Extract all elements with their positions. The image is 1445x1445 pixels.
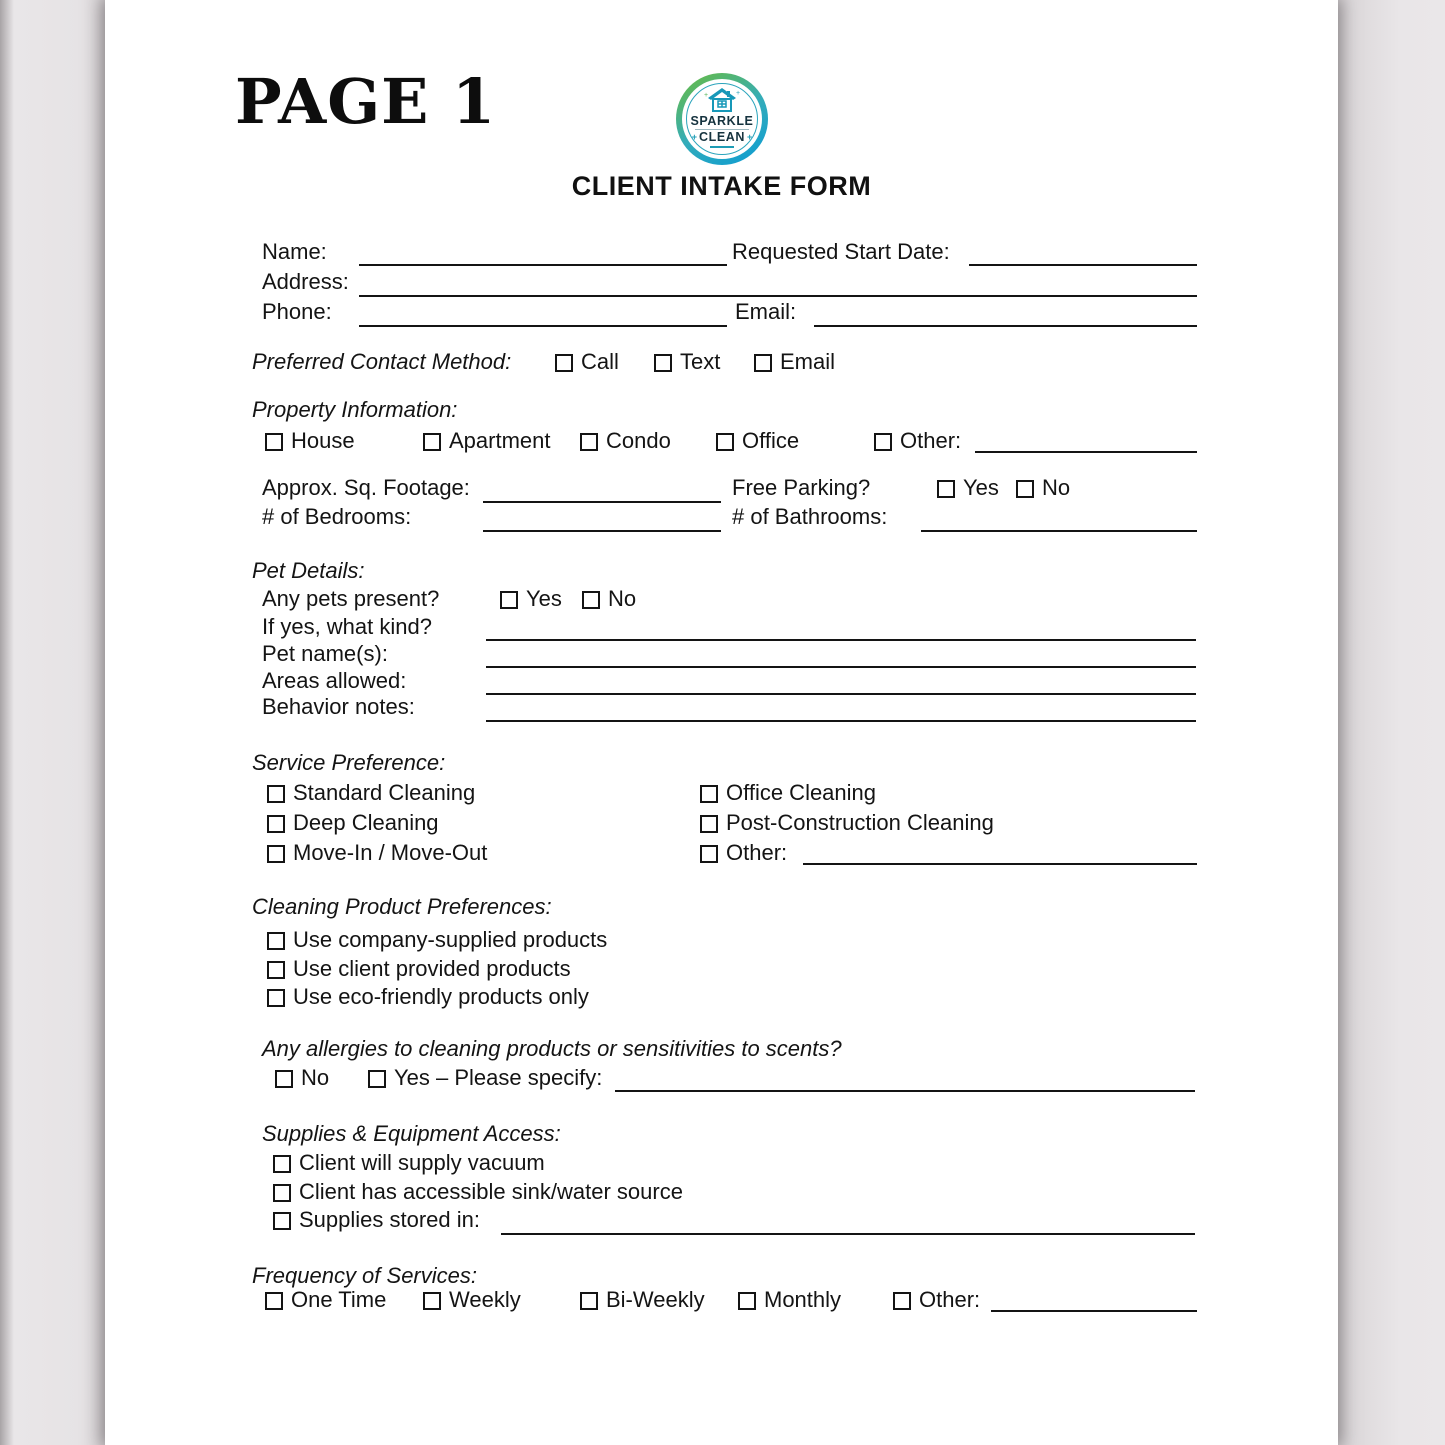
sqft-label: Approx. Sq. Footage: — [262, 475, 470, 500]
service-other-field-line[interactable] — [803, 863, 1197, 865]
pets-present-label: Any pets present? — [262, 586, 440, 611]
checkbox-standard-cleaning-label: Standard Cleaning — [293, 780, 476, 805]
checkbox-service-other[interactable] — [700, 845, 718, 863]
checkbox-text[interactable] — [654, 354, 672, 372]
checkbox-weekly-label: Weekly — [449, 1287, 521, 1312]
sparkle-clean-logo — [676, 73, 768, 165]
pet-names-field-line[interactable] — [486, 666, 1196, 668]
checkbox-company-supplied-label: Use company-supplied products — [293, 927, 608, 952]
checkbox-allergies-no[interactable] — [275, 1070, 293, 1088]
supplies-access-header: Supplies & Equipment Access: — [262, 1121, 561, 1146]
checkbox-eco-friendly-label: Use eco-friendly products only — [293, 984, 589, 1009]
name-label: Name: — [262, 239, 327, 264]
preferred-contact-header: Preferred Contact Method: — [252, 349, 512, 374]
checkbox-move-in-out[interactable] — [267, 845, 285, 863]
checkbox-text-label: Text — [680, 349, 721, 374]
checkbox-deep-cleaning[interactable] — [267, 815, 285, 833]
checkbox-allergies-yes[interactable] — [368, 1070, 386, 1088]
bedrooms-field-line[interactable] — [483, 530, 721, 532]
checkbox-email-label: Email — [780, 349, 836, 374]
sparkle-icon: + — [691, 132, 697, 142]
checkbox-apartment-label: Apartment — [449, 428, 551, 453]
name-field-line[interactable] — [359, 264, 727, 266]
frequency-header: Frequency of Services: — [252, 1263, 477, 1288]
checkbox-frequency-other[interactable] — [893, 1292, 911, 1310]
checkbox-house[interactable] — [265, 433, 283, 451]
checkbox-condo[interactable] — [580, 433, 598, 451]
bathrooms-label: # of Bathrooms: — [732, 504, 888, 529]
checkbox-office-cleaning-label: Office Cleaning — [726, 780, 877, 805]
checkbox-parking-no[interactable] — [1016, 480, 1034, 498]
checkbox-house-label: House — [291, 428, 355, 453]
checkbox-one-time[interactable] — [265, 1292, 283, 1310]
logo-ring — [686, 83, 758, 155]
checkbox-parking-no-label: No — [1042, 475, 1071, 500]
checkbox-client-provided-label: Use client provided products — [293, 956, 571, 981]
checkbox-allergies-yes-label: Yes – Please specify: — [394, 1065, 603, 1090]
checkbox-supply-vacuum-label: Client will supply vacuum — [299, 1150, 545, 1175]
checkbox-post-construction-label: Post-Construction Cleaning — [726, 810, 994, 835]
checkbox-move-in-out-label: Move-In / Move-Out — [293, 840, 488, 865]
checkbox-parking-yes[interactable] — [937, 480, 955, 498]
start-date-field-line[interactable] — [969, 264, 1197, 266]
checkbox-sink-source[interactable] — [273, 1184, 291, 1202]
checkbox-client-provided[interactable] — [267, 961, 285, 979]
pet-names-label: Pet name(s): — [262, 641, 388, 666]
pet-kind-field-line[interactable] — [486, 639, 1196, 641]
parking-label: Free Parking? — [732, 475, 871, 500]
checkbox-office[interactable] — [716, 433, 734, 451]
email-label: Email: — [735, 299, 797, 324]
phone-label: Phone: — [262, 299, 332, 324]
phone-field-line[interactable] — [359, 325, 727, 327]
checkbox-pets-no-label: No — [608, 586, 637, 611]
checkbox-call-label: Call — [581, 349, 619, 374]
bathrooms-field-line[interactable] — [921, 530, 1197, 532]
checkbox-condo-label: Condo — [606, 428, 671, 453]
checkbox-weekly[interactable] — [423, 1292, 441, 1310]
checkbox-parking-yes-label: Yes — [963, 475, 999, 500]
checkbox-sink-source-label: Client has accessible sink/water source — [299, 1179, 683, 1204]
checkbox-email[interactable] — [754, 354, 772, 372]
frequency-other-field-line[interactable] — [991, 1310, 1197, 1312]
form-title: CLIENT INTAKE FORM — [571, 171, 872, 201]
address-label: Address: — [262, 269, 349, 294]
checkbox-office-cleaning[interactable] — [700, 785, 718, 803]
logo-text-clean: CLEAN — [698, 130, 746, 144]
checkbox-standard-cleaning[interactable] — [267, 785, 285, 803]
sparkle-icon: + — [747, 132, 753, 142]
allergies-specify-field-line[interactable] — [615, 1090, 1195, 1092]
pet-kind-label: If yes, what kind? — [262, 614, 432, 639]
form-page — [105, 0, 1338, 1445]
sparkle-icon: + — [736, 90, 741, 97]
checkbox-frequency-other-label: Other: — [919, 1287, 981, 1312]
product-preferences-header: Cleaning Product Preferences: — [252, 894, 552, 919]
checkbox-call[interactable] — [555, 354, 573, 372]
areas-allowed-label: Areas allowed: — [262, 668, 407, 693]
bedrooms-label: # of Bedrooms: — [262, 504, 412, 529]
behavior-notes-field-line[interactable] — [486, 720, 1196, 722]
checkbox-pets-yes-label: Yes — [526, 586, 562, 611]
checkbox-supplies-stored[interactable] — [273, 1212, 291, 1230]
email-field-line[interactable] — [814, 325, 1197, 327]
checkbox-biweekly[interactable] — [580, 1292, 598, 1310]
checkbox-allergies-no-label: No — [301, 1065, 330, 1090]
checkbox-pets-yes[interactable] — [500, 591, 518, 609]
checkbox-eco-friendly[interactable] — [267, 989, 285, 1007]
sparkle-icon: + — [704, 92, 709, 99]
areas-allowed-field-line[interactable] — [486, 693, 1196, 695]
checkbox-property-other[interactable] — [874, 433, 892, 451]
property-other-field-line[interactable] — [975, 451, 1197, 453]
checkbox-monthly-label: Monthly — [764, 1287, 842, 1312]
checkbox-service-other-label: Other: — [726, 840, 788, 865]
behavior-notes-label: Behavior notes: — [262, 694, 415, 719]
checkbox-biweekly-label: Bi-Weekly — [606, 1287, 705, 1312]
property-info-header: Property Information: — [252, 397, 458, 422]
supplies-stored-field-line[interactable] — [501, 1233, 1195, 1235]
start-date-label: Requested Start Date: — [732, 239, 950, 264]
service-preference-header: Service Preference: — [252, 750, 446, 775]
checkbox-apartment[interactable] — [423, 433, 441, 451]
pet-details-header: Pet Details: — [252, 558, 365, 583]
house-icon — [703, 88, 741, 115]
sqft-field-line[interactable] — [483, 501, 721, 503]
logo-underline — [710, 146, 734, 148]
checkbox-deep-cleaning-label: Deep Cleaning — [293, 810, 439, 835]
checkbox-property-other-label: Other: — [900, 428, 962, 453]
checkbox-supplies-stored-label: Supplies stored in: — [299, 1207, 480, 1232]
allergies-question: Any allergies to cleaning products or sensitivities to scents? — [262, 1036, 842, 1061]
checkbox-supply-vacuum[interactable] — [273, 1155, 291, 1173]
page-number-label: PAGE 1 — [235, 65, 497, 138]
checkbox-company-supplied[interactable] — [267, 932, 285, 950]
address-field-line[interactable] — [359, 295, 1197, 297]
checkbox-one-time-label: One Time — [291, 1287, 387, 1312]
checkbox-post-construction[interactable] — [700, 815, 718, 833]
logo-text-sparkle: SPARKLE — [690, 114, 754, 128]
checkbox-pets-no[interactable] — [582, 591, 600, 609]
checkbox-monthly[interactable] — [738, 1292, 756, 1310]
checkbox-office-label: Office — [742, 428, 800, 453]
